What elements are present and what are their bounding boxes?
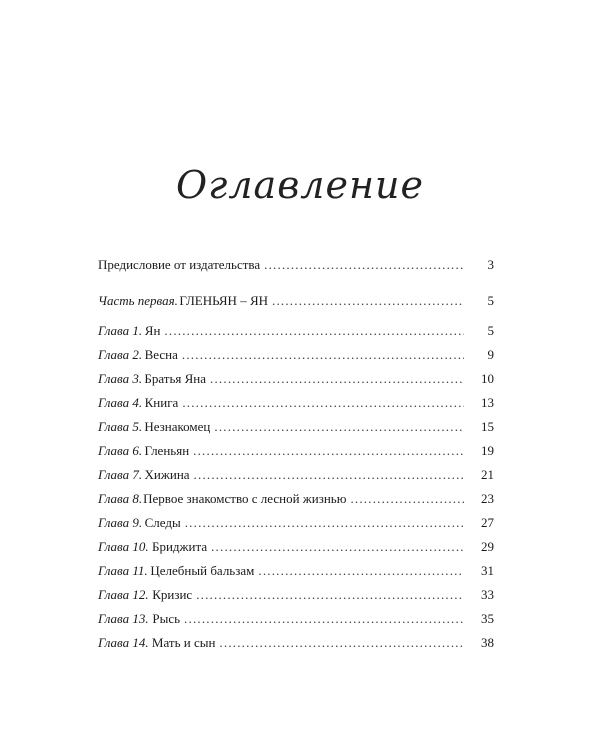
toc-page-number: 9 [487,347,494,362]
toc-leader-dots [194,465,464,485]
toc-leader-dots [184,609,464,629]
toc-chapter-label: Глава 5. [98,419,143,434]
toc-entry-chapter-14 [98,633,494,653]
toc-entry-chapter-9 [98,513,494,533]
toc-page-number: 5 [487,293,494,308]
toc-page-number: 23 [481,491,494,506]
toc-entry-name: Следы [144,515,181,530]
toc-leader-dots [185,513,464,533]
toc-part-label: Часть первая. [98,293,178,308]
toc-page-number: 19 [481,443,494,458]
toc-entry-name: Хижина [144,467,190,482]
toc-page-number: 29 [481,539,494,554]
toc-page-number: 38 [481,635,494,650]
toc-leader-dots [182,345,464,365]
toc-page-number: 27 [481,515,494,530]
toc-page-number: 35 [481,611,494,626]
toc-entry-name: Братья Яна [144,371,207,386]
page-title: Оглавление [175,163,424,207]
toc-chapter-label: Глава 10. [98,539,149,554]
toc-entry-name: Целебный бальзам [150,563,255,578]
toc-entry-chapter-2 [98,345,494,365]
toc-chapter-label: Глава 7. [98,467,143,482]
toc-entry-part-one [98,291,494,311]
toc-page-number: 15 [481,419,494,434]
toc-leader-dots [219,633,464,653]
toc-page-number: 33 [481,587,494,602]
toc-leader-dots [193,441,464,461]
toc-entry-chapter-12 [98,585,494,605]
toc-chapter-label: Глава 8. [98,491,143,506]
toc-entry-chapter-11 [98,561,494,581]
toc-leader-dots [264,255,464,275]
toc-chapter-label: Глава 3. [98,371,143,386]
toc-page-number: 31 [481,563,494,578]
toc-leader-dots [214,417,464,437]
toc-entry-chapter-7 [98,465,494,485]
toc-entry-chapter-10 [98,537,494,557]
toc-leader-dots [182,393,464,413]
toc-entry-chapter-13 [98,609,494,629]
toc-leader-dots [350,489,464,509]
toc-leader-dots [258,561,464,581]
toc-entry-name: Первое знакомство с лесной жизнью [143,491,347,506]
toc-chapter-label: Глава 4. [98,395,143,410]
toc-entry-name: Ян [144,323,161,338]
toc-entry-name: Бриджита [152,539,208,554]
toc-page-number: 21 [481,467,494,482]
toc-chapter-label: Глава 2. [98,347,143,362]
toc-page-number: 5 [487,323,494,338]
toc-entry-name: Предисловие от издательства [98,257,261,272]
toc-entry-name: Незнакомец [144,419,211,434]
toc-entry-preface [98,255,494,275]
toc-entry-chapter-8 [98,489,494,509]
toc-entry-name: Кризис [152,587,193,602]
toc-chapter-label: Глава 14. [98,635,149,650]
toc-entry-chapter-4 [98,393,494,413]
toc-entry-chapter-6 [98,441,494,461]
toc-chapter-label: Глава 6. [98,443,143,458]
toc-leader-dots [272,291,464,311]
toc-entry-name: Рысь [152,611,181,626]
toc-page-number: 3 [487,257,494,272]
toc-entry-name: Гленьян [144,443,190,458]
toc-entry-name: ГЛЕНЬЯН – ЯН [179,293,268,308]
toc-leader-dots [211,537,464,557]
toc-chapter-label: Глава 11. [98,563,148,578]
toc-chapter-label: Глава 1. [98,323,143,338]
toc-page-number: 10 [481,371,494,386]
toc-page-number: 13 [481,395,494,410]
toc-entry-name: Книга [144,395,179,410]
toc-entry-chapter-1 [98,321,494,341]
toc-chapter-label: Глава 12. [98,587,149,602]
toc-entry-chapter-5 [98,417,494,437]
toc-entry-chapter-3 [98,369,494,389]
toc-entry-name: Весна [144,347,178,362]
toc-leader-dots [210,369,464,389]
toc-chapter-label: Глава 13. [98,611,149,626]
toc-leader-dots [196,585,464,605]
toc-leader-dots [164,321,464,341]
toc-chapter-label: Глава 9. [98,515,143,530]
toc-entry-name: Мать и сын [151,635,216,650]
